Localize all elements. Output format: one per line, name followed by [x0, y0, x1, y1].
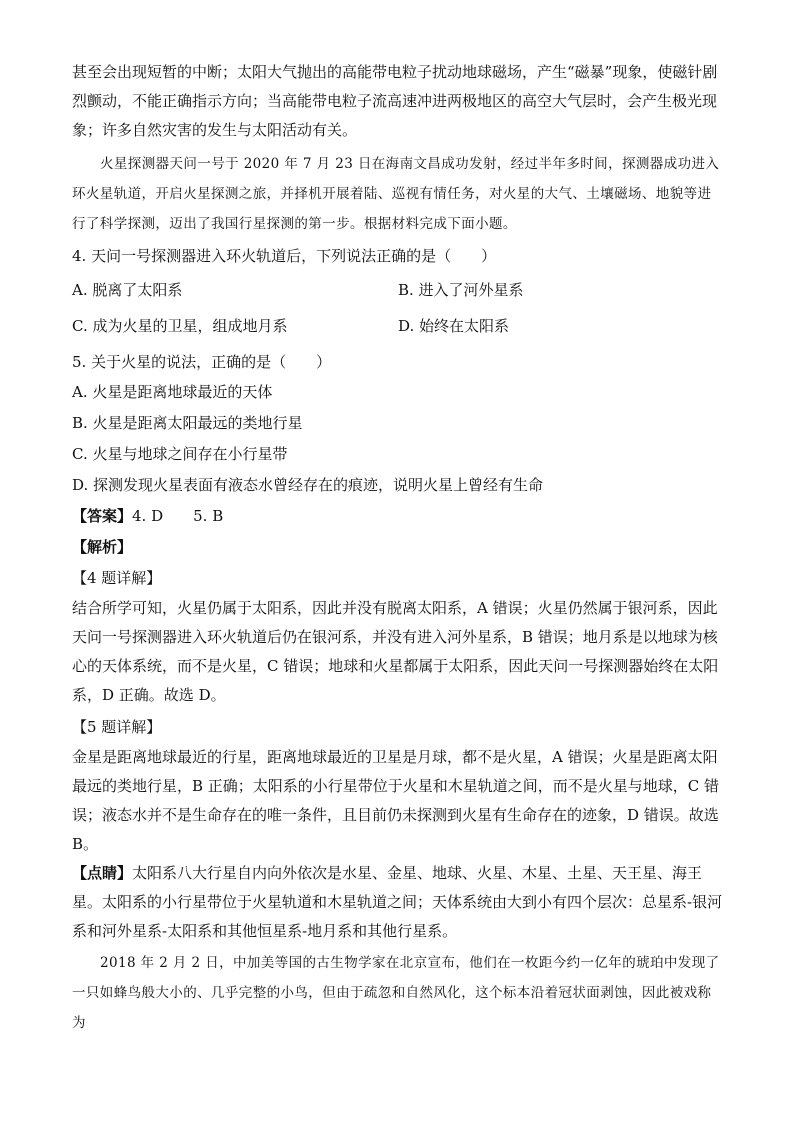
detail-5-label: 【5 题详解】	[72, 718, 162, 736]
question-5-option-d: D. 探测发现火星表面有液态水曾经存在的痕迹，说明火星上曾经有生命	[72, 476, 544, 494]
question-5-option-c: C. 火星与地球之间存在小行星带	[72, 445, 288, 463]
dianjing-text: 太阳系八大行星自内向外依次是水星、金星、地球、火星、木星、土星、天王星、海王星。太阳系的小行星带位于火星轨道和木星轨道之间；天体系统由大到小有四个层次：总星系-银河系和河外星系-太阳系和其他恒星系-地月系和其他行星系。	[72, 864, 723, 940]
mars-material-paragraph: 火星探测器天问一号于 2020 年 7 月 23 日在海南文昌成功发射，经过半年多时间，探测器成功进入环火星轨道，开启火星探测之旅，并择机开展着陆、巡视有情任务，对火星的大气、土壤磁场、地貌等进行了科学探测，迈出了我国行星探测的第一步。根据材料完成下面小题。	[72, 156, 720, 232]
answer-5: 5. B	[193, 507, 224, 525]
answer-label: 【答案】	[72, 507, 133, 525]
question-5-option-b: B. 火星是距离太阳最远的类地行星	[72, 414, 303, 432]
dianjing-label: 【点睛】	[72, 864, 133, 882]
intro-paragraph: 甚至会出现短暂的中断；太阳大气抛出的高能带电粒子扰动地球磁场，产生“磁暴”现象，使磁针剧烈颤动，不能正确指示方向；当高能带电粒子流高速冲进两极地区的高空大气层时，会产生极光现象；许多自然灾害的发生与太阳活动有关。	[72, 63, 718, 139]
analysis-label: 【解析】	[72, 538, 133, 556]
dianjing-paragraph	[72, 859, 724, 946]
detail-5-text: 金星是距离地球最近的行星，距离地球最近的卫星是月球，都不是火星，A 错误；火星是距离太阳最远的类地行星，B 正确；太阳系的小行星带位于火星和木星轨道之间，而不是火星与地球，C 错误；液态水并不是生命存在的唯一条件，且目前仍未探测到火星有生命存在的迹象，D 错误。故选 B。	[72, 748, 720, 853]
answer-4: 4. D	[132, 507, 164, 525]
question-4-options-row-1	[72, 275, 724, 305]
question-5-stem: 5. 关于火星的说法，正确的是（ ）	[72, 353, 332, 371]
bird-material-paragraph: 2018 年 2 月 2 日，中加美等国的古生物学家在北京宣布，他们在一枚距今约一亿年的琥珀中发现了一只如蜂鸟般大小的、几乎完整的小鸟，但由于疏忽和自然风化，这个标本沿着冠状面剥蚀，因此被戏称为	[72, 955, 720, 1031]
detail-4-label: 【4 题详解】	[72, 569, 162, 587]
question-4-option-c: C. 成为火星的卫星，组成地月系	[72, 317, 288, 335]
question-4-option-b: B. 进入了河外星系	[398, 281, 524, 299]
answer-line	[72, 501, 724, 532]
question-4-option-d: D. 始终在太阳系	[398, 317, 510, 335]
question-4-options-row-2	[72, 311, 724, 341]
question-4-stem: 4. 天问一号探测器进入环火轨道后，下列说法正确的是（ ）	[72, 247, 497, 265]
document-page	[72, 58, 724, 1038]
question-5-option-a: A. 火星是距离地球最近的天体	[72, 383, 273, 401]
detail-4-text: 结合所学可知，火星仍属于太阳系，因此并没有脱离太阳系，A 错误；火星仍然属于银河系，因此天问一号探测器进入环火轨道后仍在银河系，并没有进入河外星系，B 错误；地月系是以地球为核心的天体系统，而不是火星，C 错误；地球和火星都属于太阳系，因此天问一号探测器始终在太阳系，D 正确。故选 D。	[72, 599, 719, 704]
question-4-option-a: A. 脱离了太阳系	[72, 281, 183, 299]
